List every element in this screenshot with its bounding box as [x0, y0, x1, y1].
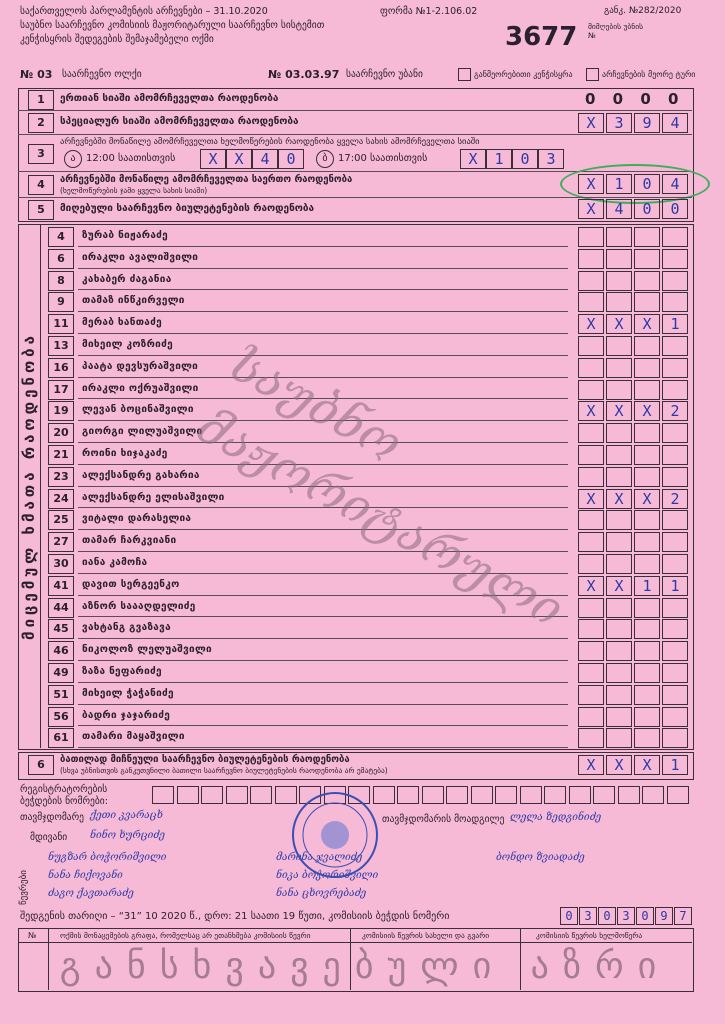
- candidate-name: მიხეილ ჭაჭანიძე: [82, 687, 174, 699]
- candidate-name: იანა კამოჩა: [82, 557, 148, 568]
- candidate-name: გიორგი ლილუაშვილი: [82, 426, 203, 438]
- vote-digit[interactable]: [606, 336, 632, 356]
- field-6-digit[interactable]: 1: [662, 755, 688, 775]
- candidate-number: 25: [48, 510, 74, 530]
- field-4-label: არჩევნებში მონაწილე ამომრჩეველთა საერთო რაოდენობა: [60, 174, 353, 185]
- field-3-number: 3: [28, 144, 54, 164]
- field-3-b-marker: ბ: [316, 150, 334, 168]
- member-signature: ბონდო ზვიადაძე: [496, 852, 585, 863]
- votes-side-label: მიცემულ ხმათა რაოდენობა: [20, 332, 38, 640]
- field-3-a-marker: ა: [64, 150, 82, 168]
- vote-digit[interactable]: [634, 619, 660, 639]
- field-6-number: 6: [28, 755, 54, 775]
- registrar-seal-box[interactable]: [495, 786, 517, 804]
- registrar-seal-box[interactable]: [618, 786, 640, 804]
- vote-digit[interactable]: [634, 292, 660, 312]
- vote-digit[interactable]: X: [578, 314, 604, 334]
- vote-digit[interactable]: [662, 271, 688, 291]
- field-3a-digit[interactable]: 4: [252, 149, 278, 169]
- candidate-number: 27: [48, 532, 74, 552]
- candidate-number: 13: [48, 336, 74, 356]
- vote-digit[interactable]: [634, 532, 660, 552]
- form-number: ფორმა №1-2.106.02: [380, 6, 478, 17]
- registrar-label: რეგისტრატორების ბეჭდების ნომრები:: [20, 784, 108, 807]
- vote-digit[interactable]: [634, 467, 660, 487]
- vote-digit[interactable]: [606, 554, 632, 574]
- field-3-time1: 12:00 საათისთვის: [86, 153, 176, 164]
- seal-number-digit[interactable]: 3: [579, 907, 597, 925]
- field-6-digit[interactable]: X: [606, 755, 632, 775]
- candidate-number: 4: [48, 227, 74, 247]
- chair-label: თავმჯდომარე: [20, 812, 84, 823]
- repeat-vote-label: განმეორებითი კენჭისყრა: [474, 70, 573, 79]
- candidate-name: ლევან ბოცინაშვილი: [82, 404, 194, 416]
- vote-digit[interactable]: X: [634, 314, 660, 334]
- field-3b-digit[interactable]: 0: [512, 149, 538, 169]
- member-signature: ნუგზარ ბოჭორიშვილი: [48, 852, 167, 863]
- field-4-digit[interactable]: 1: [606, 174, 632, 194]
- vote-digit[interactable]: [662, 358, 688, 378]
- vote-digit[interactable]: [606, 467, 632, 487]
- vote-digit[interactable]: [662, 663, 688, 683]
- header-line3: კენჭისყრის შედეგების შემაჯამებელი ოქმი: [20, 34, 214, 45]
- vote-digit[interactable]: X: [578, 576, 604, 596]
- vote-digit[interactable]: [578, 641, 604, 661]
- vote-digit[interactable]: [634, 728, 660, 748]
- field-2-digit[interactable]: 3: [606, 113, 632, 133]
- vote-digit[interactable]: [606, 292, 632, 312]
- serial-number: 3677: [505, 22, 578, 52]
- field-3b-digit[interactable]: X: [460, 149, 486, 169]
- seal-number-digit[interactable]: 7: [674, 907, 692, 925]
- deputy-label: თავმჯდომარის მოადგილე: [382, 814, 505, 825]
- candidate-number: 16: [48, 358, 74, 378]
- field-5-digit[interactable]: X: [578, 199, 604, 219]
- registrar-seal-box[interactable]: [446, 786, 468, 804]
- vote-digit[interactable]: [606, 598, 632, 618]
- field-4-digit[interactable]: 0: [634, 174, 660, 194]
- candidate-number: 23: [48, 467, 74, 487]
- registrar-seal-box[interactable]: [397, 786, 419, 804]
- vote-digit[interactable]: [606, 358, 632, 378]
- vote-digit[interactable]: [634, 510, 660, 530]
- highlight-ellipse: [560, 164, 710, 204]
- precinct-text: საარჩევნო უბანი: [346, 69, 423, 80]
- registrar-seal-box[interactable]: [593, 786, 615, 804]
- candidate-name: დავით სერგეენკო: [82, 578, 180, 590]
- vote-digit[interactable]: [662, 554, 688, 574]
- vote-digit[interactable]: [662, 380, 688, 400]
- members-label: წევრები: [19, 870, 29, 905]
- candidate-number: 17: [48, 380, 74, 400]
- field-3-time2: 17:00 საათისთვის: [338, 153, 428, 164]
- registrar-seal-box[interactable]: [201, 786, 223, 804]
- vote-digit[interactable]: [634, 598, 660, 618]
- vote-digit[interactable]: [578, 619, 604, 639]
- vote-digit[interactable]: [606, 227, 632, 247]
- vote-digit[interactable]: [634, 663, 660, 683]
- candidate-number: 20: [48, 423, 74, 443]
- vote-digit[interactable]: [578, 249, 604, 269]
- candidate-number: 45: [48, 619, 74, 639]
- vote-digit[interactable]: 1: [662, 576, 688, 596]
- vote-digit[interactable]: [606, 423, 632, 443]
- vote-digit[interactable]: [606, 641, 632, 661]
- candidate-name: თამაზ ინწკირველი: [82, 295, 185, 307]
- candidate-name: აზნორ საააღდელიძე: [82, 600, 196, 612]
- field-2-digit[interactable]: 4: [662, 113, 688, 133]
- vote-digit[interactable]: [634, 336, 660, 356]
- vote-digit[interactable]: X: [606, 314, 632, 334]
- vote-digit[interactable]: [662, 532, 688, 552]
- field-4-digit[interactable]: 4: [662, 174, 688, 194]
- registrar-seal-box[interactable]: [250, 786, 272, 804]
- vote-digit[interactable]: [634, 685, 660, 705]
- candidate-number: 46: [48, 641, 74, 661]
- vote-digit[interactable]: [662, 619, 688, 639]
- vote-digit[interactable]: [578, 336, 604, 356]
- registrar-seal-box[interactable]: [152, 786, 174, 804]
- registrar-seal-box[interactable]: [471, 786, 493, 804]
- candidate-number: 56: [48, 707, 74, 727]
- vote-digit[interactable]: [578, 445, 604, 465]
- field-5-digit[interactable]: 4: [606, 199, 632, 219]
- vote-digit[interactable]: [578, 423, 604, 443]
- field-4-number: 4: [28, 175, 54, 195]
- seal-number-digit[interactable]: 0: [636, 907, 654, 925]
- handwritten-watermark: საუბნო მაჟორიტარული: [187, 336, 573, 639]
- dissent-stamp: განსხვავებული აზრი: [59, 946, 671, 987]
- vote-digit[interactable]: [606, 707, 632, 727]
- registrar-seal-box[interactable]: [520, 786, 542, 804]
- vote-digit[interactable]: [606, 663, 632, 683]
- candidate-number: 51: [48, 685, 74, 705]
- candidate-number: 49: [48, 663, 74, 683]
- vote-digit[interactable]: [606, 510, 632, 530]
- member-signature: ნანა ცხოვრებაძე: [276, 888, 367, 899]
- vote-digit[interactable]: [578, 467, 604, 487]
- vote-digit[interactable]: [662, 728, 688, 748]
- precinct-label: № 03.03.97: [268, 68, 340, 81]
- candidate-number: 24: [48, 489, 74, 509]
- date-line: შედგენის თარიღი – “31” 10 2020 წ., დრო: 21 საათი 19 წუთი, კომისიის ბეჭდის ნომერი: [20, 911, 450, 922]
- vote-digit[interactable]: [662, 467, 688, 487]
- vote-digit[interactable]: [578, 292, 604, 312]
- field-3a-digit[interactable]: X: [226, 149, 252, 169]
- vote-digit[interactable]: [578, 598, 604, 618]
- vote-digit[interactable]: X: [578, 489, 604, 509]
- second-round-checkbox[interactable]: [586, 68, 599, 81]
- candidate-name: ნიკოლოზ ლელუაშვილი: [82, 644, 212, 656]
- candidate-number: 9: [48, 292, 74, 312]
- registrar-seal-box[interactable]: [642, 786, 664, 804]
- district-label: № 03: [20, 68, 53, 81]
- candidate-name: ირაკლი ოქრუაშვილი: [82, 382, 199, 394]
- vote-digit[interactable]: [662, 249, 688, 269]
- vote-digit[interactable]: [634, 249, 660, 269]
- secretary-signature: ნინო ხურციძე: [90, 830, 165, 841]
- candidate-name: ბადრი ჯაჯარიძე: [82, 709, 171, 721]
- deputy-signature: ლელა ზედგინიძე: [510, 812, 602, 823]
- vote-digit[interactable]: [578, 707, 604, 727]
- vote-digit[interactable]: [634, 445, 660, 465]
- member-signature: ნიკა ბოჭორიშვილი: [276, 870, 379, 881]
- candidate-name: მერაბ ხანთაძე: [82, 317, 162, 329]
- field-6-digit[interactable]: X: [578, 755, 604, 775]
- field-5-label: მიღებული საარჩევნო ბიულეტენების რაოდენობა: [60, 203, 315, 214]
- decree-number: განკ. №282/2020: [604, 6, 682, 16]
- vote-digit[interactable]: X: [578, 401, 604, 421]
- candidate-name: მიხეილ კოზრიძე: [82, 339, 173, 350]
- vote-digit[interactable]: [662, 445, 688, 465]
- vote-digit[interactable]: [578, 663, 604, 683]
- candidate-number: 8: [48, 271, 74, 291]
- vote-digit[interactable]: [578, 227, 604, 247]
- registrar-seal-box[interactable]: [226, 786, 248, 804]
- candidate-name: თამარი მაყაშვილი: [82, 731, 185, 743]
- candidate-name: ზურაბ ნიჟარაძე: [82, 230, 168, 241]
- vote-digit[interactable]: X: [634, 489, 660, 509]
- field-6-sub: (სხვა უბნისთვის განკუთვნილი ბათილი საარჩევნო ბიულეტენების რაოდენობა არ ემატება): [60, 766, 388, 775]
- field-3b-digit[interactable]: 3: [538, 149, 564, 169]
- vote-digit[interactable]: [662, 510, 688, 530]
- field-3a-digit[interactable]: 0: [278, 149, 304, 169]
- field-5-digit[interactable]: 0: [634, 199, 660, 219]
- vote-digit[interactable]: [634, 271, 660, 291]
- table-header-number: №: [28, 931, 37, 940]
- vote-digit[interactable]: [606, 249, 632, 269]
- vote-digit[interactable]: [662, 685, 688, 705]
- member-signature: ნანა ჩიქოვანი: [48, 870, 123, 881]
- vote-digit[interactable]: [662, 227, 688, 247]
- vote-digit[interactable]: 1: [634, 576, 660, 596]
- vote-digit[interactable]: [606, 445, 632, 465]
- member-signature: ძაგო ქავთარაძე: [48, 888, 134, 899]
- registrar-seal-box[interactable]: [544, 786, 566, 804]
- member-signature: მარინა ჯვალიძე: [276, 852, 363, 863]
- vote-digit[interactable]: [662, 641, 688, 661]
- decree-sub: მიმღების უბნის №: [588, 22, 644, 40]
- vote-digit[interactable]: [634, 227, 660, 247]
- vote-digit[interactable]: [606, 685, 632, 705]
- candidate-number: 44: [48, 598, 74, 618]
- candidate-name: კახაბერ ძაგანია: [82, 273, 172, 285]
- candidate-name: ზაზა ნეფარიძე: [82, 666, 162, 677]
- field-6-digit[interactable]: X: [634, 755, 660, 775]
- vote-digit[interactable]: [606, 619, 632, 639]
- vote-digit[interactable]: [578, 728, 604, 748]
- field-5-number: 5: [28, 200, 54, 220]
- vote-digit[interactable]: [634, 707, 660, 727]
- registrar-seal-box[interactable]: [667, 786, 689, 804]
- vote-digit[interactable]: X: [634, 401, 660, 421]
- field-2-label: სპეციალურ სიაში ამომრჩეველთა რაოდენობა: [60, 116, 299, 127]
- candidate-number: 11: [48, 314, 74, 334]
- registrar-seal-box[interactable]: [177, 786, 199, 804]
- vote-digit[interactable]: [662, 336, 688, 356]
- vote-digit[interactable]: X: [606, 401, 632, 421]
- seal-number-digit[interactable]: 0: [598, 907, 616, 925]
- field-2-digit[interactable]: X: [578, 113, 604, 133]
- seal-number-digit[interactable]: 9: [655, 907, 673, 925]
- field-3b-digit[interactable]: 1: [486, 149, 512, 169]
- vote-digit[interactable]: [634, 554, 660, 574]
- candidate-number: 41: [48, 576, 74, 596]
- vote-digit[interactable]: [606, 380, 632, 400]
- table-header-signature: კომისიის წევრის ხელმოწერა: [536, 931, 643, 940]
- registrar-seal-box[interactable]: [422, 786, 444, 804]
- vote-digit[interactable]: [662, 707, 688, 727]
- candidate-number: 21: [48, 445, 74, 465]
- seal-number-digit[interactable]: 0: [560, 907, 578, 925]
- field-1-label: ერთიან სიაში ამომრჩეველთა რაოდენობა: [60, 93, 279, 104]
- candidate-name: თამარ ჩარკვიანი: [82, 535, 177, 547]
- candidate-name: ალექსანდრე ელისაშვილი: [82, 491, 225, 503]
- candidate-name: პაატა დევსურაშვილი: [82, 360, 199, 372]
- candidate-name: ირაკლი ავალიშვილი: [82, 251, 199, 263]
- vote-digit[interactable]: [634, 641, 660, 661]
- vote-digit[interactable]: 2: [662, 489, 688, 509]
- vote-digit[interactable]: [606, 271, 632, 291]
- repeat-vote-checkbox[interactable]: [458, 68, 471, 81]
- seal-number-digit[interactable]: 3: [617, 907, 635, 925]
- vote-digit[interactable]: 1: [662, 314, 688, 334]
- candidate-number: 19: [48, 401, 74, 421]
- field-3a-digit[interactable]: X: [200, 149, 226, 169]
- field-2-number: 2: [28, 113, 54, 133]
- vote-digit[interactable]: [662, 598, 688, 618]
- district-text: საარჩევნო ოლქი: [62, 69, 142, 80]
- vote-digit[interactable]: [578, 380, 604, 400]
- vote-digit[interactable]: [662, 292, 688, 312]
- field-5-digit[interactable]: 0: [662, 199, 688, 219]
- header-line1: საქართველოს პარლამენტის არჩევნები – 31.10.2020: [20, 6, 268, 17]
- chair-signature: ქეთი კვარაცხ: [90, 810, 163, 821]
- candidate-number: 61: [48, 728, 74, 748]
- header-line2: საუბნო საარჩევნო კომისიის მაჟორიტარული საარჩევნო სისტემით: [20, 20, 325, 31]
- table-header-name: კომისიის წევრის სახელი და გვარი: [362, 931, 490, 940]
- field-2-digit[interactable]: 9: [634, 113, 660, 133]
- vote-digit[interactable]: [662, 423, 688, 443]
- field-1-value: 0 0 0 0: [585, 90, 685, 108]
- vote-digit[interactable]: [634, 358, 660, 378]
- vote-digit[interactable]: [578, 685, 604, 705]
- registrar-seal-box[interactable]: [569, 786, 591, 804]
- candidate-name: როინი ხიჯაკაძე: [82, 448, 168, 459]
- candidate-number: 30: [48, 554, 74, 574]
- vote-digit[interactable]: [606, 728, 632, 748]
- commission-seal-icon: [290, 790, 380, 880]
- vote-digit[interactable]: [606, 532, 632, 552]
- field-1-number: 1: [28, 90, 54, 110]
- vote-digit[interactable]: X: [606, 489, 632, 509]
- candidate-name: ვახტანგ გვაზავა: [82, 622, 171, 634]
- candidate-name: ალექსანდრე გახარია: [82, 469, 200, 481]
- vote-digit[interactable]: X: [606, 576, 632, 596]
- field-6-label: ბათილად მიჩნეული საარჩევნო ბიულეტენების რაოდენობა: [60, 754, 350, 765]
- vote-digit[interactable]: 2: [662, 401, 688, 421]
- candidate-number: 6: [48, 249, 74, 269]
- second-round-label: არჩევნების მეორე ტური: [602, 70, 696, 79]
- field-3-label: არჩევნებში მონაწილე ამომრჩეველთა ხელმოწერების რაოდენობა ყველა სახის ამომრჩეველთა სიაში: [60, 137, 480, 147]
- vote-digit[interactable]: [634, 423, 660, 443]
- field-4-sub: (ხელმოწერების ჯამი ყველა სახის სიაში): [60, 186, 208, 195]
- table-header-field: ოქმის მონაცემების გრაფა, რომელსაც არ ეთანხმება კომისიის წევრი: [60, 931, 311, 940]
- candidate-name: ვიტალი დარასელია: [82, 513, 192, 525]
- field-4-digit[interactable]: X: [578, 174, 604, 194]
- secretary-label: მდივანი: [30, 832, 68, 843]
- vote-digit[interactable]: [578, 358, 604, 378]
- vote-digit[interactable]: [578, 271, 604, 291]
- vote-digit[interactable]: [634, 380, 660, 400]
